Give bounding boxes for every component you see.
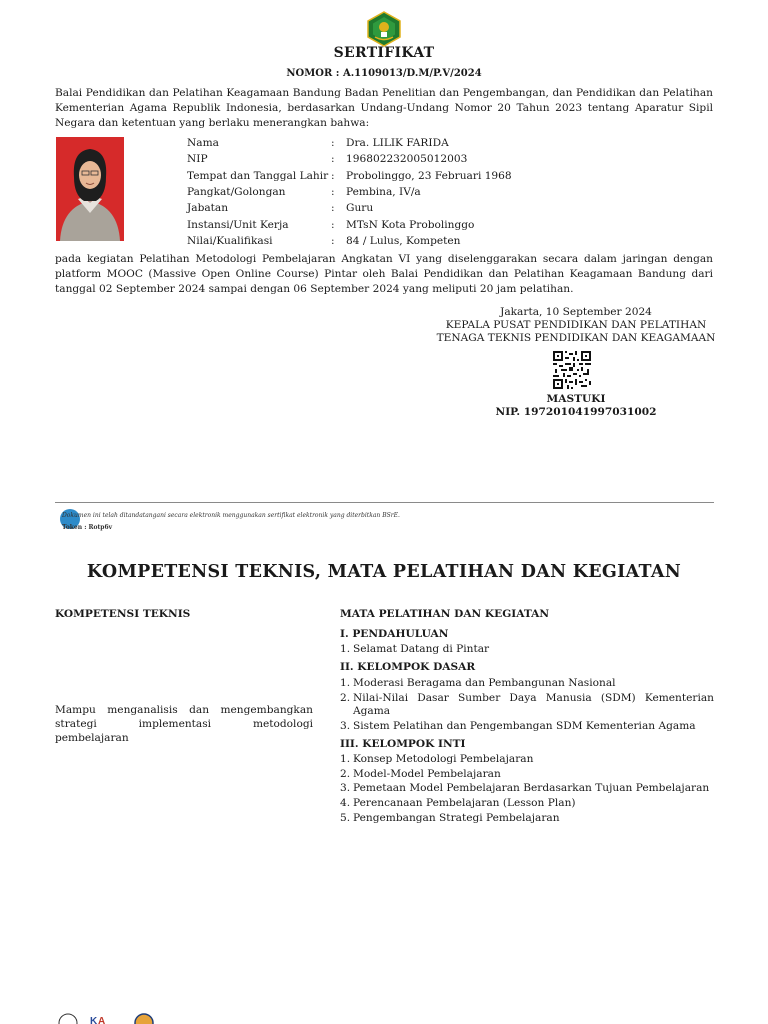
field-value: Probolinggo, 23 Februari 1968 bbox=[346, 169, 512, 182]
qr-code-icon bbox=[553, 351, 591, 389]
kompetensi-line: pembelajaran bbox=[55, 732, 129, 744]
recipient-photo bbox=[56, 137, 124, 241]
intro-paragraph: Balai Pendidikan dan Pelatihan Keagamaan Bandung Badan Penelitian dan Pengembangan, dan Pendidikan dan Pelatihan Kementerian Agama Republik Indonesia, berdasarkan Undang-Undang Nomor 20 Tahun 2023 tentang Aparatur Sipil Negara dan ketentuan yang berlaku menerangkan bahwa: bbox=[55, 87, 713, 129]
signature-position-line2: TENAGA TEKNIS PENDIDIKAN DAN KEAGAMAAN bbox=[436, 332, 716, 344]
field-label: Instansi/Unit Kerja bbox=[187, 218, 289, 231]
field-label: NIP bbox=[187, 153, 208, 166]
field-value: Guru bbox=[346, 202, 374, 215]
section-pendahuluan: I. PENDAHULUAN bbox=[340, 628, 449, 640]
field-separator: : bbox=[331, 218, 335, 231]
certificate-title: SERTIFIKAT bbox=[333, 45, 435, 61]
competency-heading: KOMPETENSI TEKNIS, MATA PELATIHAN DAN KEGIATAN bbox=[86, 562, 682, 582]
svg-text:A: A bbox=[98, 1016, 106, 1024]
kompetensi-line: strategi implementasi metodologi bbox=[55, 718, 313, 730]
field-label: Jabatan bbox=[187, 202, 229, 215]
field-row-nama bbox=[187, 135, 512, 151]
kompetensi-header: KOMPETENSI TEKNIS bbox=[55, 608, 191, 620]
field-row-instansi bbox=[187, 216, 512, 232]
field-label: Tempat dan Tanggal Lahir bbox=[187, 169, 329, 182]
field-value: Dra. LILIK FARIDA bbox=[346, 137, 449, 150]
list-kelompok-inti bbox=[340, 753, 714, 826]
field-separator: : bbox=[331, 186, 335, 199]
section-kelompok-dasar: II. KELOMPOK DASAR bbox=[340, 661, 476, 673]
section-kelompok-inti: III. KELOMPOK INTI bbox=[340, 738, 466, 750]
field-value: 196802232005012003 bbox=[346, 153, 468, 166]
list-item: 2. Model-Model Pembelajaran bbox=[340, 767, 501, 780]
list-item: 3. Pemetaan Model Pembelajaran Berdasarkan Tujuan Pembelajaran bbox=[340, 782, 710, 795]
esign-note: Dokumen ini telah ditandatangani secara elektronik menggunakan sertifikat elektronik yang diterbitkan BSrE. bbox=[62, 512, 400, 519]
footer-logos-icon bbox=[56, 1012, 166, 1024]
field-row-jabatan bbox=[187, 200, 512, 216]
token-text: Token : Rotp6v bbox=[62, 524, 113, 531]
list-item: 5. Pengembangan Strategi Pembelajaran bbox=[340, 811, 560, 824]
field-separator: : bbox=[331, 202, 335, 215]
recipient-details bbox=[187, 135, 512, 249]
field-separator: : bbox=[331, 153, 335, 166]
kompetensi-text bbox=[55, 703, 313, 745]
kemenag-emblem-icon bbox=[366, 11, 402, 47]
list-item: 1. Moderasi Beragama dan Pembangunan Nasional bbox=[340, 677, 616, 689]
field-row-pangkat bbox=[187, 184, 512, 200]
kompetensi-line: Mampu menganalisis dan mengembangkan bbox=[55, 704, 313, 716]
field-row-nilai bbox=[187, 233, 512, 249]
field-value: MTsN Kota Probolinggo bbox=[346, 218, 475, 231]
list-item: 2. Nilai-Nilai Dasar Sumber Daya Manusia (SDM) Kementerian Agama bbox=[340, 691, 714, 718]
field-value: Pembina, IV/a bbox=[346, 186, 421, 199]
field-separator: : bbox=[331, 234, 335, 247]
field-separator: : bbox=[331, 137, 335, 150]
signature-position-line1: KEPALA PUSAT PENDIDIKAN DAN PELATIHAN bbox=[445, 319, 707, 331]
field-value: 84 / Lulus, Kompeten bbox=[346, 234, 461, 247]
list-item: 3. Sistem Pelatihan dan Pengembangan SDM Kementerian Agama bbox=[340, 719, 696, 732]
list-item: 4. Perencanaan Pembelajaran (Lesson Plan) bbox=[340, 797, 576, 810]
field-row-ttl bbox=[187, 168, 512, 184]
body-paragraph: pada kegiatan Pelatihan Metodologi Pembelajaran Angkatan VI yang diselenggarakan secara dalam jaringan dengan platform MOOC (Massive Open Online Course) Pintar oleh Balai Pendidikan dan Pelatihan Keagamaan Bandung dari tanggal 02 September 2024 sampai dengan 06 September 2024 yang meliputi 20 jam pelatihan. bbox=[55, 253, 713, 295]
signature-place-date: Jakarta, 10 September 2024 bbox=[500, 306, 652, 318]
mata-pelatihan-header: MATA PELATIHAN DAN KEGIATAN bbox=[340, 608, 550, 620]
certificate-number: NOMOR : A.1109013/D.M/P.V/2024 bbox=[286, 68, 482, 79]
list-pendahuluan bbox=[340, 643, 714, 658]
list-item: 1. Konsep Metodologi Pembelajaran bbox=[340, 753, 534, 765]
svg-text:K: K bbox=[90, 1016, 98, 1024]
list-kelompok-dasar bbox=[340, 677, 714, 735]
field-label: Pangkat/Golongan bbox=[187, 186, 286, 199]
signatory-nip: NIP. 197201041997031002 bbox=[495, 406, 657, 418]
list-item: 1. Selamat Datang di Pintar bbox=[340, 643, 490, 655]
field-label: Nama bbox=[187, 137, 219, 150]
field-row-nip bbox=[187, 151, 512, 167]
signatory-name: MASTUKI bbox=[546, 393, 606, 405]
field-separator: : bbox=[331, 169, 335, 182]
divider bbox=[55, 502, 714, 503]
field-label: Nilai/Kualifikasi bbox=[187, 234, 273, 247]
